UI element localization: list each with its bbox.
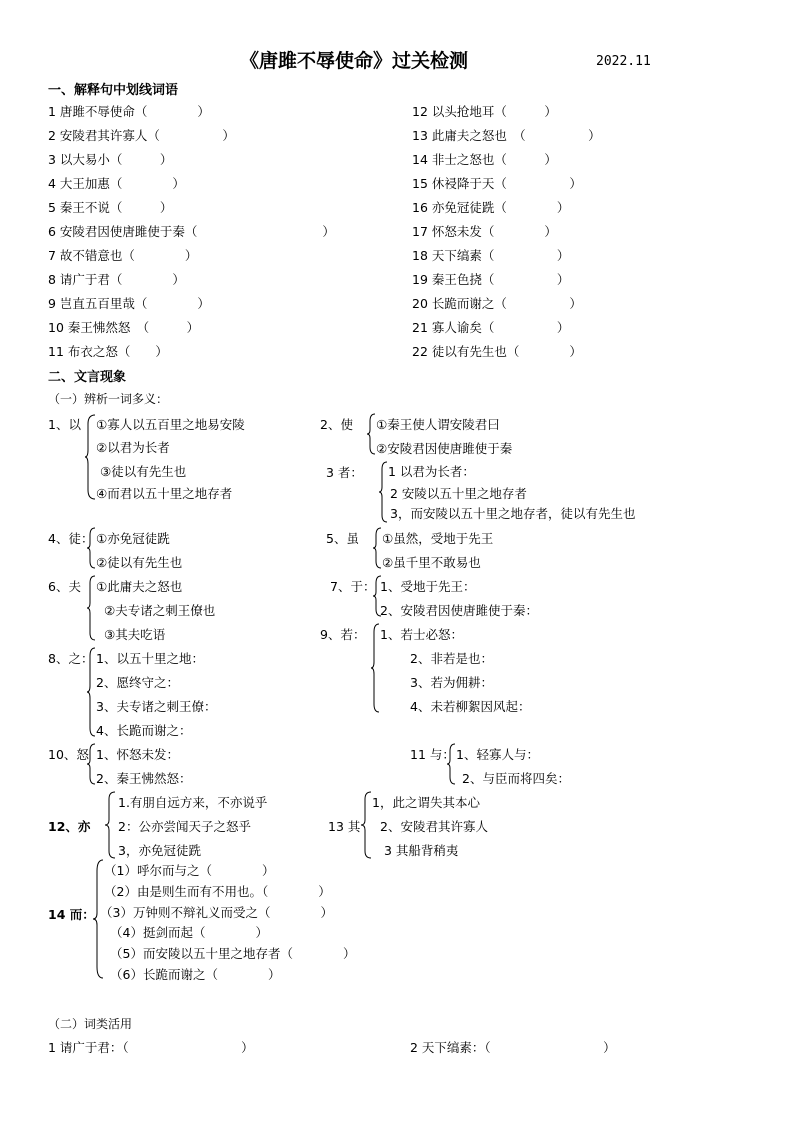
group-item: 3，而安陵以五十里之地存者，徒以有先生也 bbox=[390, 506, 636, 521]
usage-subheading: （二）词类活用 bbox=[48, 1017, 133, 1031]
question-17: 17 怀怒未发（ ） bbox=[412, 224, 557, 239]
brace-icon bbox=[86, 647, 96, 737]
group-item: 1、怀怒未发： bbox=[96, 747, 179, 762]
group-item: ③其夫吃语 bbox=[104, 627, 166, 642]
group-item: 3，亦免冠徒跣 bbox=[118, 843, 201, 858]
group-item: 1 以君为长者： bbox=[388, 464, 475, 479]
usage-item-1: 1 请广于君：（ ） bbox=[48, 1040, 254, 1055]
brace-icon bbox=[86, 575, 96, 641]
question-20: 20 长跪而谢之（ ） bbox=[412, 296, 582, 311]
brace-icon bbox=[360, 791, 372, 859]
group-item: ①此庸夫之怒也 bbox=[96, 579, 183, 594]
group-item: 2、秦王怫然怒： bbox=[96, 771, 192, 786]
group-label: 7、于： bbox=[330, 579, 376, 594]
group-item: 2、与臣而将四矣： bbox=[462, 771, 570, 786]
question-2: 2 安陵君其许寡人（ ） bbox=[48, 128, 235, 143]
brace-icon bbox=[86, 527, 96, 569]
group-item: ④而君以五十里之地存者 bbox=[96, 486, 233, 501]
group-item: （3）万钟则不辩礼义而受之（ ） bbox=[100, 905, 333, 920]
group-item: ②夫专诸之刺王僚也 bbox=[104, 603, 216, 618]
group-item: 2：公亦尝闻天子之怒乎 bbox=[118, 819, 251, 834]
question-10: 10 秦王怫然怒 （ ） bbox=[48, 320, 200, 335]
question-1: 1 唐雎不辱使命（ ） bbox=[48, 104, 210, 119]
question-18: 18 天下缟素（ ） bbox=[412, 248, 570, 263]
question-15: 15 休祲降于天（ ） bbox=[412, 176, 582, 191]
section1-heading: 一、解释句中划线词语 bbox=[48, 83, 179, 98]
question-13: 13 此庸夫之怒也 （ ） bbox=[412, 128, 601, 143]
group-item: ②虽千里不敢易也 bbox=[382, 555, 481, 570]
group-item: ②安陵君因使唐雎使于秦 bbox=[376, 441, 513, 456]
question-8: 8 请广于君（ ） bbox=[48, 272, 185, 287]
group-item: ①秦王使人谓安陵君曰 bbox=[376, 417, 500, 432]
group-item: 1、轻寡人与： bbox=[456, 747, 539, 762]
question-14: 14 非士之怒也（ ） bbox=[412, 152, 557, 167]
date-label: 2022.11 bbox=[596, 54, 651, 69]
group-label: 4、徒： bbox=[48, 531, 94, 546]
group-label: 6、夫 bbox=[48, 579, 81, 594]
group-item: 1.有朋自远方来，不亦说乎 bbox=[118, 795, 268, 810]
group-label: 8、之： bbox=[48, 651, 94, 666]
usage-item-2: 2 天下缟素：（ ） bbox=[410, 1040, 616, 1055]
group-label: 9、若： bbox=[320, 627, 366, 642]
group-item: （2）由是则生而有不用也。（ ） bbox=[104, 884, 331, 899]
brace-icon bbox=[370, 623, 380, 713]
brace-icon bbox=[86, 743, 96, 785]
brace-icon bbox=[446, 743, 456, 785]
section2-heading: 二、文言现象 bbox=[48, 370, 127, 385]
group-item: ③徒以有先生也 bbox=[100, 464, 187, 479]
group-item: 3、夫专诸之刺王僚： bbox=[96, 699, 217, 714]
brace-icon bbox=[366, 413, 376, 455]
group-item: 1，此之谓失其本心 bbox=[372, 795, 480, 810]
group-item: 2 安陵以五十里之地存者 bbox=[390, 486, 527, 501]
group-label: 14 而： bbox=[48, 907, 95, 922]
question-9: 9 岂直五百里哉（ ） bbox=[48, 296, 210, 311]
question-19: 19 秦王色挠（ ） bbox=[412, 272, 570, 287]
brace-icon bbox=[84, 414, 96, 500]
question-12: 12 以头抢地耳（ ） bbox=[412, 104, 557, 119]
group-item: 4、未若柳絮因风起： bbox=[410, 699, 531, 714]
brace-icon bbox=[104, 791, 116, 859]
group-item: （6）长跪而谢之（ ） bbox=[110, 967, 281, 982]
group-item: 2、安陵君因使唐雎使于秦： bbox=[380, 603, 538, 618]
group-item: （4）挺剑而起（ ） bbox=[110, 925, 268, 940]
group-item: 3、若为佣耕： bbox=[410, 675, 493, 690]
question-16: 16 亦免冠徒跣（ ） bbox=[412, 200, 570, 215]
group-label: 13 其 bbox=[328, 819, 361, 834]
group-label: 5、虽 bbox=[326, 531, 359, 546]
group-item: 1、若士必怒： bbox=[380, 627, 463, 642]
question-11: 11 布衣之怒（ ） bbox=[48, 344, 168, 359]
group-item: 1、受地于先王： bbox=[380, 579, 476, 594]
group-item: 3 其船背稍夷 bbox=[384, 843, 459, 858]
group-item: ①亦免冠徒跣 bbox=[96, 531, 170, 546]
group-item: ①虽然，受地于先王 bbox=[382, 531, 494, 546]
brace-icon bbox=[372, 527, 382, 569]
group-label: 1、以 bbox=[48, 417, 81, 432]
group-item: ①寡人以五百里之地易安陵 bbox=[96, 417, 245, 432]
group-label: 3 者： bbox=[326, 465, 363, 480]
question-21: 21 寡人谕矣（ ） bbox=[412, 320, 570, 335]
question-7: 7 故不错意也（ ） bbox=[48, 248, 198, 263]
group-label: 10、怒 bbox=[48, 747, 89, 762]
group-label: 11 与： bbox=[410, 747, 455, 762]
group-item: 4、长跪而谢之： bbox=[96, 723, 192, 738]
question-3: 3 以大易小（ ） bbox=[48, 152, 173, 167]
group-label: 12、亦 bbox=[48, 819, 91, 834]
question-4: 4 大王加惠（ ） bbox=[48, 176, 185, 191]
group-item: 2、愿终守之： bbox=[96, 675, 179, 690]
question-5: 5 秦王不说（ ） bbox=[48, 200, 173, 215]
page-title: 《唐雎不辱使命》过关检测 bbox=[240, 50, 469, 72]
question-22: 22 徒以有先生也（ ） bbox=[412, 344, 582, 359]
polysemy-subheading: （一）辨析一词多义： bbox=[48, 392, 169, 406]
group-item: ②徒以有先生也 bbox=[96, 555, 183, 570]
group-label: 2、使 bbox=[320, 417, 353, 432]
group-item: ②以君为长者 bbox=[96, 440, 170, 455]
group-item: 2、非若是也： bbox=[410, 651, 493, 666]
group-item: （1）呼尔而与之（ ） bbox=[104, 863, 275, 878]
group-item: 1、以五十里之地： bbox=[96, 651, 204, 666]
brace-icon bbox=[378, 461, 388, 523]
group-item: 2、安陵君其许寡人 bbox=[380, 819, 488, 834]
question-6: 6 安陵君因使唐雎使于秦（ ） bbox=[48, 224, 335, 239]
group-item: （5）而安陵以五十里之地存者（ ） bbox=[110, 946, 356, 961]
